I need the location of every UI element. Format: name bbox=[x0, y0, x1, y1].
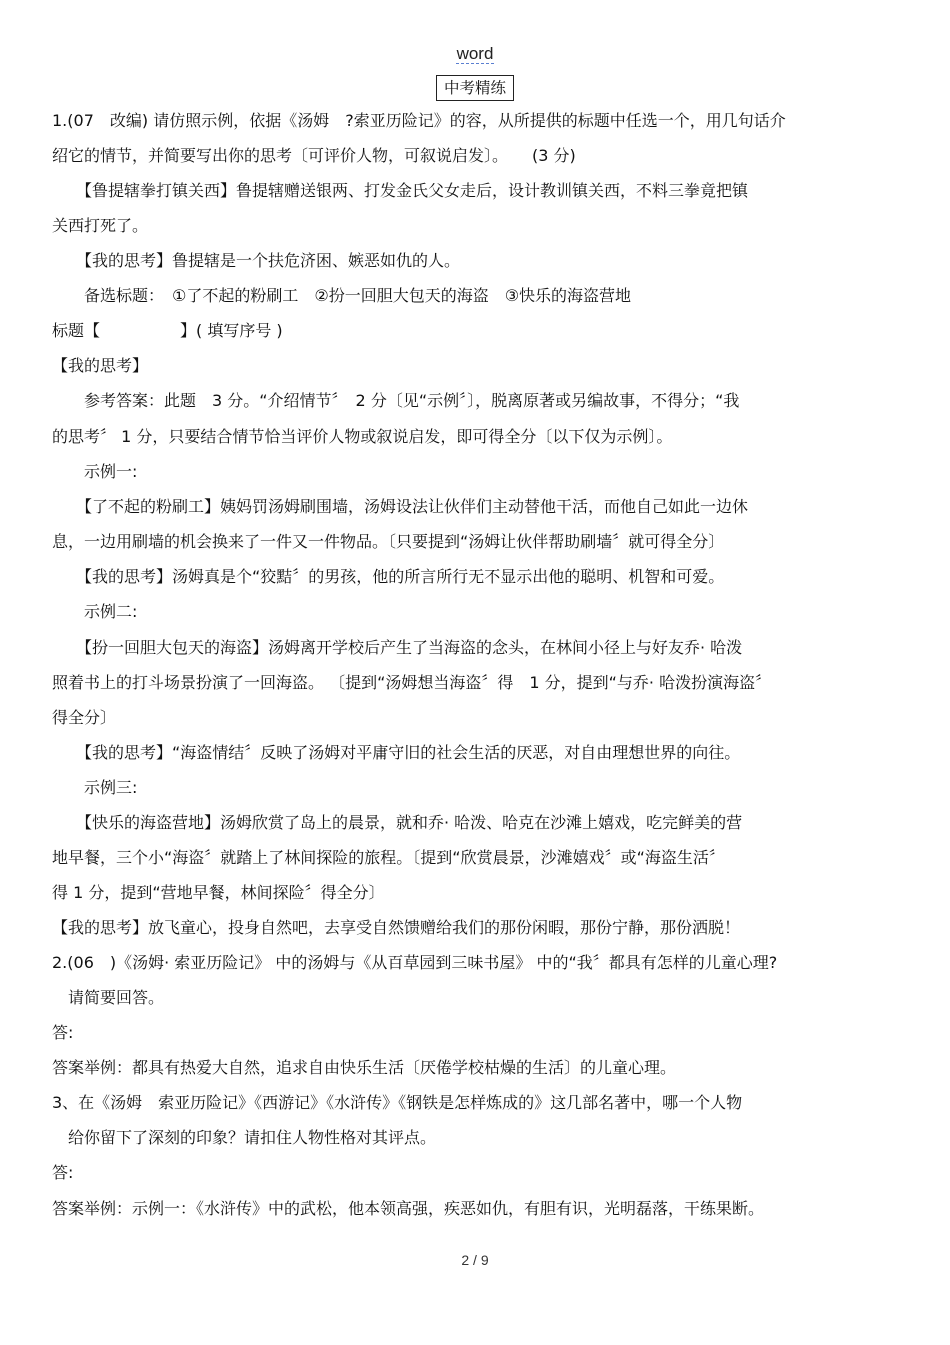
text-line: 标题【 】( 填写序号 ) bbox=[52, 321, 283, 340]
text-line: 关西打死了。 bbox=[52, 216, 149, 235]
header-word bbox=[0, 44, 950, 64]
text-line: 答: bbox=[52, 1023, 74, 1042]
text-line: 【了不起的粉刷工】姨妈罚汤姆刷围墙，汤姆设法让伙伴们主动替他干活，而他自己如此一边休 bbox=[52, 497, 749, 516]
text-line: 答案举例：示例一：《水浒传》中的武松，他本领高强，疾恶如仇，有胆有识，光明磊落，干练果断。 bbox=[52, 1199, 765, 1218]
text-line: 示例三: bbox=[52, 778, 138, 797]
text-line: 1.(07 改编) 请仿照示例，依据《汤姆 ?索亚历险记》的容，从所提供的标题中任选一个，用几句话介 bbox=[52, 111, 786, 130]
text-line: 答: bbox=[52, 1163, 74, 1182]
text-line: 答案举例：都具有热爱大自然，追求自由快乐生活〔厌倦学校枯燥的生活〕的儿童心理。 bbox=[52, 1058, 677, 1077]
text-line: 【鲁提辖拳打镇关西】鲁提辖赠送银两、打发金氏父女走后，设计教训镇关西，不料三拳竟把镇 bbox=[52, 181, 749, 200]
text-line: 【快乐的海盗营地】汤姆欣赏了岛上的晨景，就和乔· 哈泼、哈克在沙滩上嬉戏，吃完鲜美的营 bbox=[52, 813, 743, 832]
text-line: 得 1 分，提到“营地早餐，林间探险〞得全分〕 bbox=[52, 883, 385, 902]
text-line: 【扮一回胆大包天的海盗】汤姆离开学校后产生了当海盗的念头，在林间小径上与好友乔· 哈泼 bbox=[52, 638, 743, 657]
text-line: 【我的思考】 bbox=[52, 356, 149, 375]
text-line: 【我的思考】鲁提辖是一个扶危济困、嫉恶如仇的人。 bbox=[52, 251, 461, 270]
text-line: 2.(06 )《汤姆· 索亚历险记》 中的汤姆与《从百草园到三味书屋》 中的“我〞都具有怎样的儿童心理? bbox=[52, 953, 778, 972]
text-line: 息，一边用刷墙的机会换来了一件又一件物品。〔只要提到“汤姆让伙伴帮助刷墙〞就可得全分〕 bbox=[52, 532, 725, 551]
section-title: 中考精练 bbox=[436, 75, 514, 101]
text-line: 【我的思考】汤姆真是个“狡黠〞的男孩，他的所言所行无不显示出他的聪明、机智和可爱。 bbox=[52, 567, 725, 586]
text-line: 绍它的情节，并简要写出你的思考〔可评价人物，可叙说启发〕。 (3 分) bbox=[52, 146, 576, 165]
page-number: 2 / 9 bbox=[461, 1252, 489, 1268]
text-line: 3、在《汤姆 索亚历险记》《西游记》《水浒传》《钢铁是怎样炼成的》这几部名著中，哪一个人物 bbox=[52, 1093, 743, 1112]
text-line: 得全分〕 bbox=[52, 708, 117, 727]
header-word-text: word bbox=[456, 44, 494, 63]
text-line: 请简要回答。 bbox=[52, 988, 165, 1007]
text-line: 【我的思考】放飞童心，投身自然吧，去享受自然馈赠给我们的那份闲暇，那份宁静，那份洒脱！ bbox=[52, 918, 741, 937]
text-line: 【我的思考】“海盗情结〞反映了汤姆对平庸守旧的社会生活的厌恶，对自由理想世界的向往。 bbox=[52, 743, 741, 762]
text-line: 照着书上的打斗场景扮演了一回海盗。 〔提到“汤姆想当海盗〞得 1 分，提到“与乔· 哈泼扮演海盗〞 bbox=[52, 673, 772, 692]
text-line: 给你留下了深刻的印象？请扣住人物性格对其评点。 bbox=[52, 1128, 437, 1147]
text-line: 示例一: bbox=[52, 462, 138, 481]
text-line: 示例二: bbox=[52, 602, 138, 621]
text-line: 的思考〞 1 分，只要结合情节恰当评价人物或叙说启发，即可得全分〔以下仅为示例〕。 bbox=[52, 427, 673, 446]
text-line: 地早餐，三个小“海盗〞就踏上了林间探险的旅程。〔提到“欣赏晨景，沙滩嬉戏〞或“海盗生活〞 bbox=[52, 848, 725, 867]
text-line: 参考答案：此题 3 分。“介绍情节〞 2 分〔见“示例〞〕，脱离原著或另编故事，不得分；“我 bbox=[52, 391, 740, 410]
text-line: 备选标题： ①了不起的粉刷工 ②扮一回胆大包天的海盗 ③快乐的海盗营地 bbox=[52, 286, 632, 305]
